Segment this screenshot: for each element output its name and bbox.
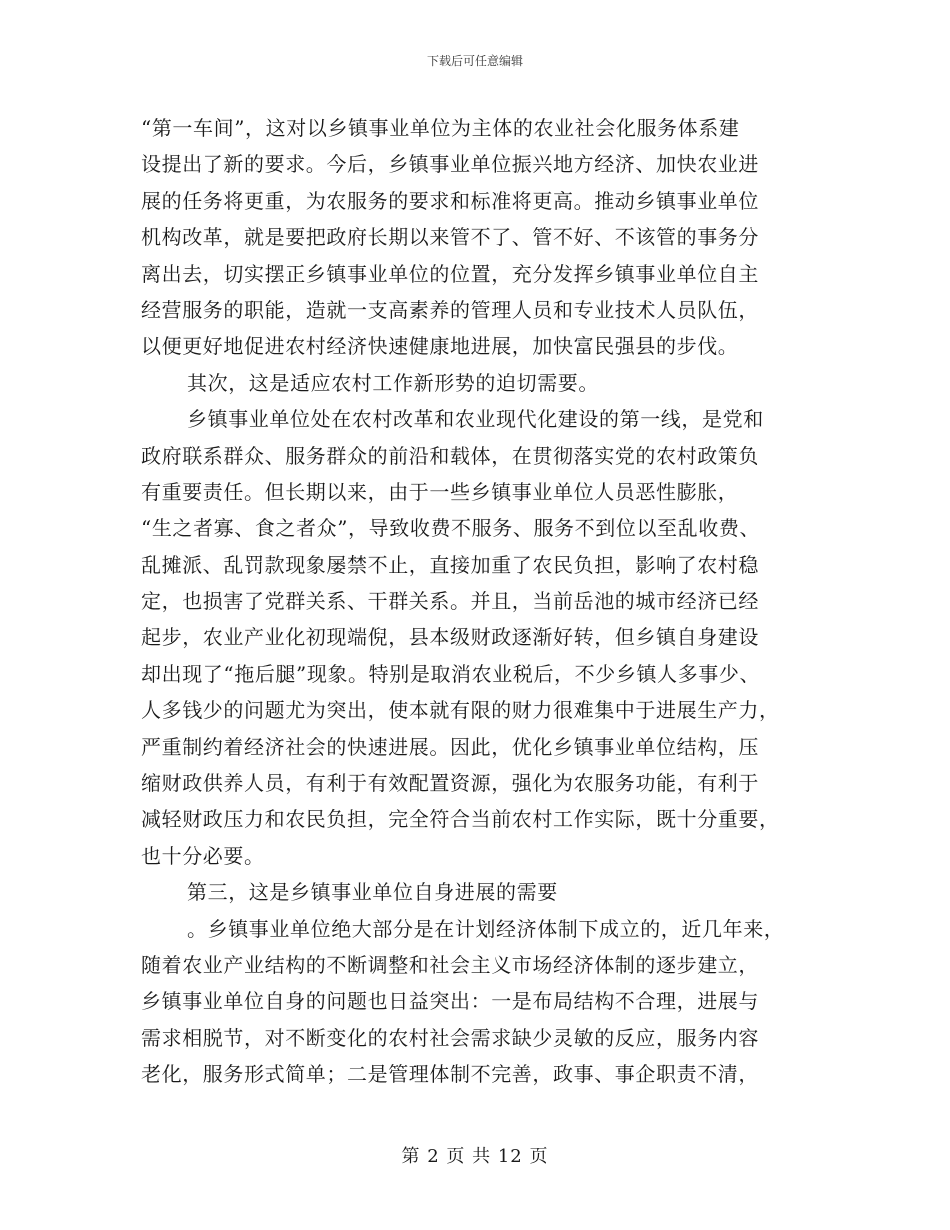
text-line: 却出现了“拖后腿”现象。特别是取消农业税后，不少乡镇人多事少、 <box>141 661 761 686</box>
text-line: 设提出了新的要求。今后，乡镇事业单位振兴地方经济、加快农业进 <box>141 152 759 177</box>
text-line: 老化，服务形式简单；二是管理体制不完善，政事、事企职责不清， <box>141 1062 759 1087</box>
section-heading: 其次，这是适应农村工作新形势的迫切需要。 <box>187 370 599 395</box>
text-line: 定，也损害了党群关系、干群关系。并且，当前岳池的城市经济已经 <box>141 589 759 614</box>
text-line: 人多钱少的问题尤为突出，使本就有限的财力很难集中于进展生产力， <box>141 698 780 723</box>
text-line: 减轻财政压力和农民负担，完全符合当前农村工作实际，既十分重要， <box>141 807 780 832</box>
text-line: 。乡镇事业单位绝大部分是在计划经济体制下成立的，近几年来， <box>187 916 785 941</box>
page-header-note: 下载后可任意编辑 <box>426 54 523 68</box>
text-line: 乱摊派、乱罚款现象屡禁不止，直接加重了农民负担，影响了农村稳 <box>141 552 759 577</box>
text-line: “生之者寡、食之者众”，导致收费不服务、服务不到位以至乱收费、 <box>141 516 761 541</box>
text-line: 离出去，切实摆正乡镇事业单位的位置，充分发挥乡镇事业单位自主 <box>141 261 759 286</box>
text-line: 起步，农业产业化初现端倪，县本级财政逐渐好转，但乡镇自身建设 <box>141 625 759 650</box>
text-line: 展的任务将更重，为农服务的要求和标准将更高。推动乡镇事业单位 <box>141 188 759 213</box>
text-line: 乡镇事业单位处在农村改革和农业现代化建设的第一线，是党和 <box>187 407 764 432</box>
text-line: 严重制约着经济社会的快速进展。因此，优化乡镇事业单位结构，压 <box>141 734 759 759</box>
text-line: 经营服务的职能，造就一支高素养的管理人员和专业技术人员队伍， <box>141 297 759 322</box>
text-line: 以便更好地促进农村经济快速健康地进展，加快富民强县的步伐。 <box>141 334 739 359</box>
text-line: 有重要责任。但长期以来，由于一些乡镇事业单位人员恶性膨胀， <box>141 479 739 504</box>
text-line: 乡镇事业单位自身的问题也日益突出：一是布局结构不合理，进展与 <box>141 989 759 1014</box>
text-line: 机构改革，就是要把政府长期以来管不了、管不好、不该管的事务分 <box>141 225 759 250</box>
page-number: 第 2 页 共 12 页 <box>401 1146 549 1167</box>
text-line: 随着农业产业结构的不断调整和社会主义市场经济体制的逐步建立， <box>141 952 759 977</box>
document-body <box>141 110 821 1093</box>
text-line: “第一车间”，这对以乡镇事业单位为主体的农业社会化服务体系建 <box>141 116 740 140</box>
text-line: 缩财政供养人员，有利于有效配置资源，强化为农服务功能，有利于 <box>141 771 759 796</box>
section-heading: 第三，这是乡镇事业单位自身进展的需要 <box>187 880 558 905</box>
text-line: 政府联系群众、服务群众的前沿和载体，在贯彻落实党的农村政策负 <box>141 443 759 468</box>
text-line: 需求相脱节，对不断变化的农村社会需求缺少灵敏的反应，服务内容 <box>141 1025 759 1050</box>
text-line: 也十分必要。 <box>141 843 265 868</box>
